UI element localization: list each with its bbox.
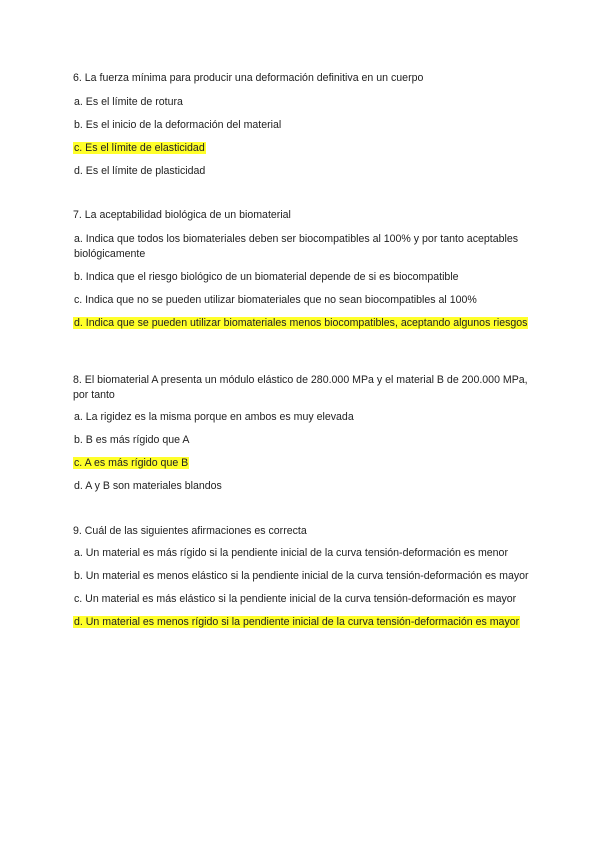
question-8-option-a: a. La rigidez es la misma porque en ambos es muy elevada — [74, 411, 354, 423]
question-7 — [73, 208, 533, 331]
question-8-option-c: c. A es más rígido que B — [74, 457, 189, 469]
question-9-option-c: c. Un material es más elástico si la pendiente inicial de la curva tensión-deformación es mayor — [74, 593, 517, 605]
question-6-option-c: c. Es el límite de elasticidad — [74, 142, 205, 154]
question-9 — [73, 524, 533, 630]
question-7-title: 7. La aceptabilidad biológica de un biomaterial — [73, 209, 291, 221]
question-9-option-d: d. Un material es menos rígido si la pendiente inicial de la curva tensión-deformación es mayor — [74, 616, 520, 628]
question-9-title: 9. Cuál de las siguientes afirmaciones es correcta — [73, 525, 307, 537]
question-7-option-d: d. Indica que se pueden utilizar biomateriales menos biocompatibles, aceptando algunos riesgos — [74, 317, 528, 329]
question-7-option-b: b. Indica que el riesgo biológico de un biomaterial depende de si es biocompatible — [74, 271, 459, 283]
question-8-option-d: d. A y B son materiales blandos — [74, 480, 222, 492]
question-7-option-a: a. Indica que todos los biomateriales deben ser biocompatibles al 100% y por tanto aceptables biológicamente — [74, 233, 519, 260]
question-8-title: 8. El biomaterial A presenta un módulo elástico de 280.000 MPa y el material B de 200.000 MPa, por tanto — [73, 374, 528, 401]
question-6-option-b: b. Es el inicio de la deformación del material — [74, 119, 282, 131]
question-8 — [73, 373, 533, 494]
question-6 — [73, 71, 533, 179]
question-9-option-b: b. Un material es menos elástico si la pendiente inicial de la curva tensión-deformación es mayor — [74, 570, 529, 582]
question-6-option-a: a. Es el límite de rotura — [74, 96, 183, 108]
question-6-title: 6. La fuerza mínima para producir una deformación definitiva en un cuerpo — [73, 72, 424, 84]
question-6-option-d: d. Es el límite de plasticidad — [74, 165, 206, 177]
question-9-option-a: a. Un material es más rígido si la pendiente inicial de la curva tensión-deformación es menor — [74, 547, 508, 559]
question-7-option-c: c. Indica que no se pueden utilizar biomateriales que no sean biocompatibles al 100% — [74, 294, 477, 306]
question-8-option-b: b. B es más rígido que A — [74, 434, 190, 446]
